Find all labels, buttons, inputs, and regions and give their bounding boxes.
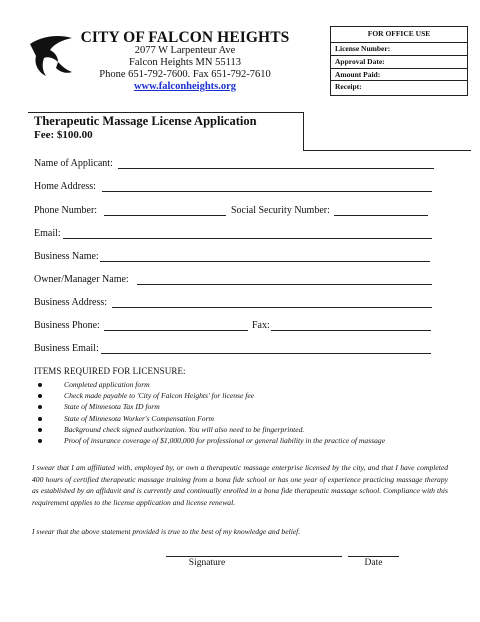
bullet-icon [38, 383, 42, 387]
requirement-text: Proof of insurance coverage of $1,000,000 for professional or general liability in the practice of massage [64, 435, 386, 445]
city-name: CITY OF FALCON HEIGHTS [80, 29, 290, 46]
title-bottom-rule [303, 150, 471, 151]
business-name-line[interactable] [100, 261, 430, 262]
list-item [36, 424, 385, 435]
list-item [36, 413, 385, 424]
list-item [36, 390, 385, 401]
form-title: Therapeutic Massage License Application [34, 114, 257, 128]
phone-fax: Phone 651-792-7600. Fax 651-792-7610 [99, 69, 271, 80]
signature-label: Signature [188, 558, 226, 568]
ssn-label: Social Security Number: [231, 205, 330, 216]
bullet-icon [38, 405, 42, 409]
requirement-text: Completed application form [64, 380, 150, 389]
office-approval-date: Approval Date: [331, 55, 467, 68]
requirement-text: Background check signed authorization. You will also need to be fingerprinted. [64, 424, 305, 434]
home-address-line[interactable] [102, 191, 432, 192]
website-link[interactable]: www.falconheights.org [133, 81, 237, 92]
requirements-heading: ITEMS REQUIRED FOR LICENSURE: [34, 366, 186, 376]
phone-number-line[interactable] [104, 215, 226, 216]
requirement-text: State of Minnesota Tax ID form [64, 402, 160, 412]
fax-line[interactable] [271, 330, 431, 331]
business-address-label: Business Address: [34, 297, 108, 308]
title-divider [303, 112, 304, 150]
home-address-label: Home Address: [34, 181, 96, 192]
date-label: Date [364, 558, 383, 568]
business-email-line[interactable] [101, 353, 431, 354]
business-phone-line[interactable] [104, 330, 248, 331]
list-item [36, 401, 385, 412]
business-email-label: Business Email: [34, 343, 99, 354]
affiliation-statement: I swear that I am affiliated with, employed by, or own a therapeutic massage enterprise licensed by the city, and that I have completed 400 hours of certified therapeutic massage training from a bona fide school or has one year of experience practicing massage therapy as established by an affidavit and is currently and continually enrolled in a bona fide therapeutic massage school. Compliance with this requirement applies to the license application and license renewal. [32, 463, 448, 507]
office-use-box [330, 26, 468, 96]
email-label: Email: [34, 228, 61, 239]
owner-manager-label: Owner/Manager Name: [34, 274, 129, 285]
truth-statement: I swear that the above statement provided is true to the best of my knowledge and belief. [32, 527, 301, 536]
bullet-icon [38, 439, 42, 443]
form-fee: Fee: $100.00 [34, 129, 93, 141]
applicant-name-line[interactable] [118, 168, 434, 169]
list-item [36, 435, 385, 446]
bullet-icon [38, 417, 42, 421]
requirements-list [36, 379, 385, 446]
ssn-line[interactable] [334, 215, 428, 216]
office-amount-paid: Amount Paid: [331, 68, 467, 81]
office-use-heading: FOR OFFICE USE [367, 29, 431, 38]
applicant-name-label: Name of Applicant: [34, 158, 113, 169]
signature-line[interactable] [166, 556, 342, 557]
date-line[interactable] [348, 556, 399, 557]
office-receipt: Receipt: [331, 80, 467, 93]
bullet-icon [38, 394, 42, 398]
fax-label: Fax: [252, 320, 270, 331]
city-state-zip: Falcon Heights MN 55113 [129, 57, 241, 68]
falcon-logo-icon [28, 30, 74, 78]
requirement-text: Check made payable to 'City of Falcon Heights' for license fee [64, 391, 255, 401]
street-address: 2077 W Larpenteur Ave [134, 45, 236, 56]
phone-number-label: Phone Number: [34, 205, 98, 216]
business-name-label: Business Name: [34, 251, 99, 262]
business-address-line[interactable] [112, 307, 432, 308]
owner-manager-line[interactable] [137, 284, 432, 285]
email-line[interactable] [63, 238, 432, 239]
list-item [36, 379, 385, 390]
bullet-icon [38, 428, 42, 432]
office-license-number: License Number: [331, 42, 467, 55]
business-phone-label: Business Phone: [34, 320, 100, 331]
requirement-text: State of Minnesota Worker's Compensation Form [64, 413, 215, 423]
title-top-rule [28, 112, 304, 113]
